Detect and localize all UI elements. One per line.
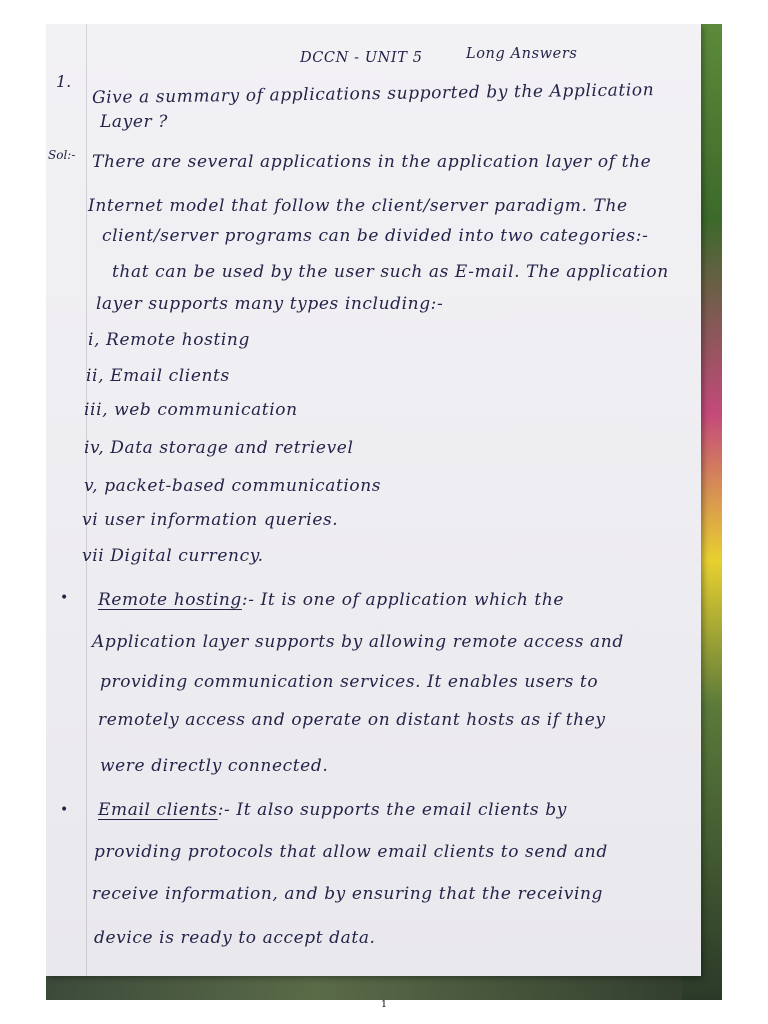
notebook-page — [46, 24, 701, 976]
margin-line — [86, 24, 87, 976]
list-item: iv, Data storage and retrievel — [84, 438, 354, 458]
document-photo — [46, 24, 722, 1000]
header-title: DCCN - UNIT 5 — [300, 50, 423, 66]
bullet-remote-hosting: • — [60, 590, 69, 606]
email-clients-line-3: receive information, and by ensuring that the receiving — [92, 884, 604, 904]
list-item: vi user information queries. — [82, 510, 339, 530]
remote-hosting-line-4: remotely access and operate on distant hosts as if they — [98, 710, 606, 730]
question-number: 1. — [56, 72, 72, 91]
bullet-email-clients: • — [60, 802, 69, 818]
remote-hosting-term: Remote hosting — [98, 590, 242, 610]
list-item: vii Digital currency. — [82, 546, 264, 566]
remote-hosting-line-3: providing communication services. It enables users to — [100, 672, 599, 692]
header-tag: Long Answers — [466, 46, 578, 62]
remote-hosting-line-1: Remote hosting:- It is one of application which the — [98, 590, 565, 610]
solution-label: Sol:- — [48, 148, 76, 162]
solution-intro-line-5: layer supports many types including:- — [96, 294, 444, 314]
email-clients-line-1: Email clients:- It also supports the email clients by — [98, 800, 567, 820]
list-item: iii, web communication — [84, 400, 298, 420]
solution-intro-line-2: Internet model that follow the client/server paradigm. The — [88, 196, 628, 216]
question-line-2: Layer ? — [100, 112, 168, 132]
email-clients-line-4: device is ready to accept data. — [94, 928, 376, 948]
solution-intro-line-3: client/server programs can be divided into two categories:- — [102, 226, 649, 246]
remote-hosting-line-2: Application layer supports by allowing remote access and — [92, 632, 624, 652]
email-clients-line-2: providing protocols that allow email clients to send and — [94, 842, 608, 862]
list-item: ii, Email clients — [86, 366, 230, 386]
solution-intro-line-1: There are several applications in the application layer of the — [92, 152, 652, 172]
remote-hosting-line-5: were directly connected. — [100, 756, 329, 776]
email-clients-term: Email clients — [98, 800, 218, 820]
list-item: v, packet-based communications — [84, 476, 382, 496]
question-line-1: Give a summary of applications supported by the Application — [91, 80, 655, 108]
page-number: 1 — [381, 1000, 387, 1010]
solution-intro-line-4: that can be used by the user such as E-mail. The application — [112, 262, 669, 282]
list-item: i, Remote hosting — [88, 330, 250, 350]
